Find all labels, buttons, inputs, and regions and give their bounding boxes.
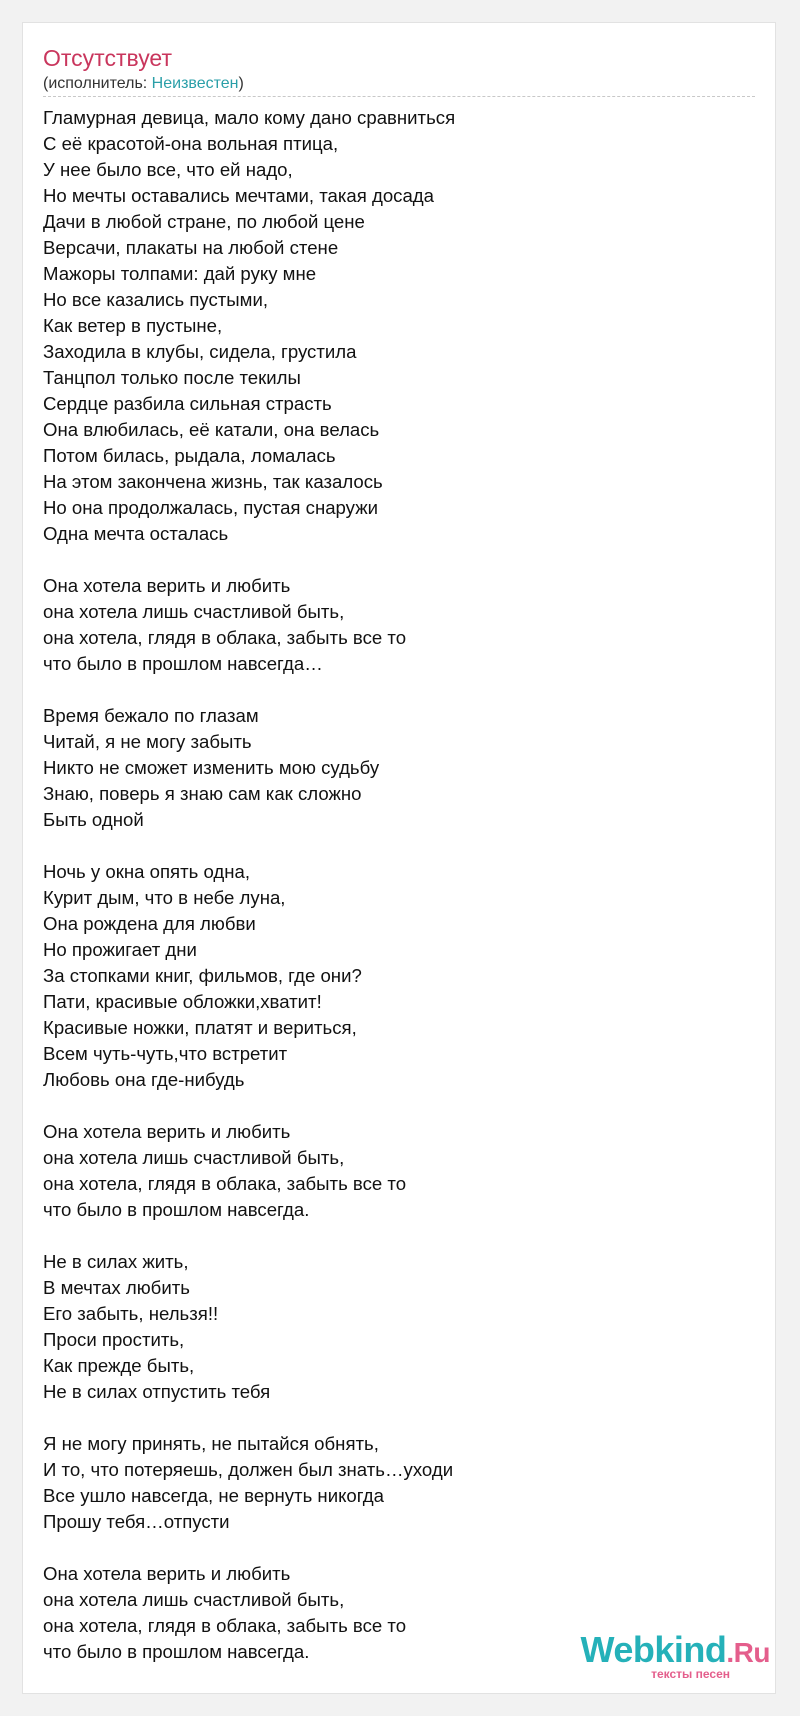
stanza-break (43, 833, 755, 859)
artist-prefix: (исполнитель: (43, 75, 152, 92)
lyric-line: Заходила в клубы, сидела, грустила (43, 341, 357, 362)
lyric-line: Она рождена для любви (43, 913, 256, 934)
lyric-line: Гламурная девица, мало кому дано сравниться (43, 107, 456, 128)
lyric-line: Не в силах отпустить тебя (43, 1381, 271, 1402)
lyric-line: И то, что потеряешь, должен был знать…уходи (43, 1459, 454, 1480)
lyric-line: что было в прошлом навсегда… (43, 653, 323, 674)
logo-tld: .Ru (726, 1637, 770, 1668)
artist-line (43, 73, 244, 95)
lyric-line: Она хотела верить и любить (43, 1121, 291, 1142)
lyric-line: Никто не сможет изменить мою судьбу (43, 757, 380, 778)
artist-link[interactable]: Неизвестен (151, 75, 239, 92)
lyric-line: Сердце разбила сильная страсть (43, 393, 332, 414)
lyric-line: Любовь она где-нибудь (43, 1069, 245, 1090)
logo-word: Webkind (580, 1629, 727, 1670)
lyric-line: она хотела лишь счастливой быть, (43, 1589, 345, 1610)
stanza-break (43, 1535, 755, 1561)
stanza-break (43, 1223, 755, 1249)
artist-suffix: ) (238, 75, 244, 92)
song-title: Отсутствует (43, 45, 172, 71)
lyric-line: В мечтах любить (43, 1277, 190, 1298)
lyric-line: она хотела лишь счастливой быть, (43, 601, 345, 622)
lyrics-card (22, 22, 776, 1694)
lyric-line: Читай, я не могу забыть (43, 731, 252, 752)
lyric-line: Она влюбилась, её катали, она велась (43, 419, 380, 440)
lyric-line: Быть одной (43, 809, 144, 830)
lyric-line: Не в силах жить, (43, 1251, 189, 1272)
lyric-line: Как прежде быть, (43, 1355, 195, 1376)
lyric-line: Версачи, плакаты на любой стене (43, 237, 339, 258)
lyrics-text (43, 105, 755, 1665)
stanza-break (43, 677, 755, 703)
lyric-line: Мажоры толпами: дай руку мне (43, 263, 317, 284)
lyric-line: На этом закончена жизнь, так казалось (43, 471, 383, 492)
lyric-line: она хотела, глядя в облака, забыть все то (43, 627, 407, 648)
lyric-line: она хотела, глядя в облака, забыть все то (43, 1615, 407, 1636)
stanza-break (43, 1093, 755, 1119)
lyric-line: она хотела лишь счастливой быть, (43, 1147, 345, 1168)
lyric-line: Красивые ножки, платят и вериться, (43, 1017, 357, 1038)
lyric-line: что было в прошлом навсегда. (43, 1641, 310, 1662)
lyric-line: Курит дым, что в небе луна, (43, 887, 286, 908)
stanza-break (43, 547, 755, 573)
lyric-line: За стопками книг, фильмов, где они? (43, 965, 362, 986)
lyric-line: Всем чуть-чуть,что встретит (43, 1043, 288, 1064)
lyric-line: Танцпол только после текилы (43, 367, 301, 388)
lyric-line: Но мечты оставались мечтами, такая досада (43, 185, 434, 206)
lyric-line: Ночь у окна опять одна, (43, 861, 251, 882)
logo-tagline: тексты песен (651, 1667, 730, 1681)
lyric-line: Но прожигает дни (43, 939, 197, 960)
lyric-line: Знаю, поверь я знаю сам как сложно (43, 783, 362, 804)
stanza-break (43, 1405, 755, 1431)
lyric-line: Проси простить, (43, 1329, 185, 1350)
lyric-line: Потом билась, рыдала, ломалась (43, 445, 336, 466)
lyric-line: Но все казались пустыми, (43, 289, 269, 310)
lyric-line: Его забыть, нельзя!! (43, 1303, 219, 1324)
lyric-line: Одна мечта осталась (43, 523, 229, 544)
title-divider (43, 96, 755, 97)
lyric-line: Она хотела верить и любить (43, 1563, 291, 1584)
lyric-line: она хотела, глядя в облака, забыть все то (43, 1173, 407, 1194)
lyric-line: что было в прошлом навсегда. (43, 1199, 310, 1220)
lyric-line: Все ушло навсегда, не вернуть никогда (43, 1485, 384, 1506)
lyric-line: Прошу тебя…отпусти (43, 1511, 230, 1532)
webkind-logo[interactable] (580, 1629, 770, 1681)
lyric-line: Дачи в любой стране, по любой цене (43, 211, 365, 232)
logo-wordmark (580, 1629, 770, 1671)
lyric-line: Пати, красивые обложки,хватит! (43, 991, 322, 1012)
lyric-line: Время бежало по глазам (43, 705, 259, 726)
lyric-line: Как ветер в пустыне, (43, 315, 223, 336)
lyric-line: С её красотой-она вольная птица, (43, 133, 339, 154)
lyric-line: Но она продолжалась, пустая снаружи (43, 497, 379, 518)
lyric-line: Она хотела верить и любить (43, 575, 291, 596)
lyric-line: У нее было все, что ей надо, (43, 159, 293, 180)
lyric-line: Я не могу принять, не пытайся обнять, (43, 1433, 379, 1454)
